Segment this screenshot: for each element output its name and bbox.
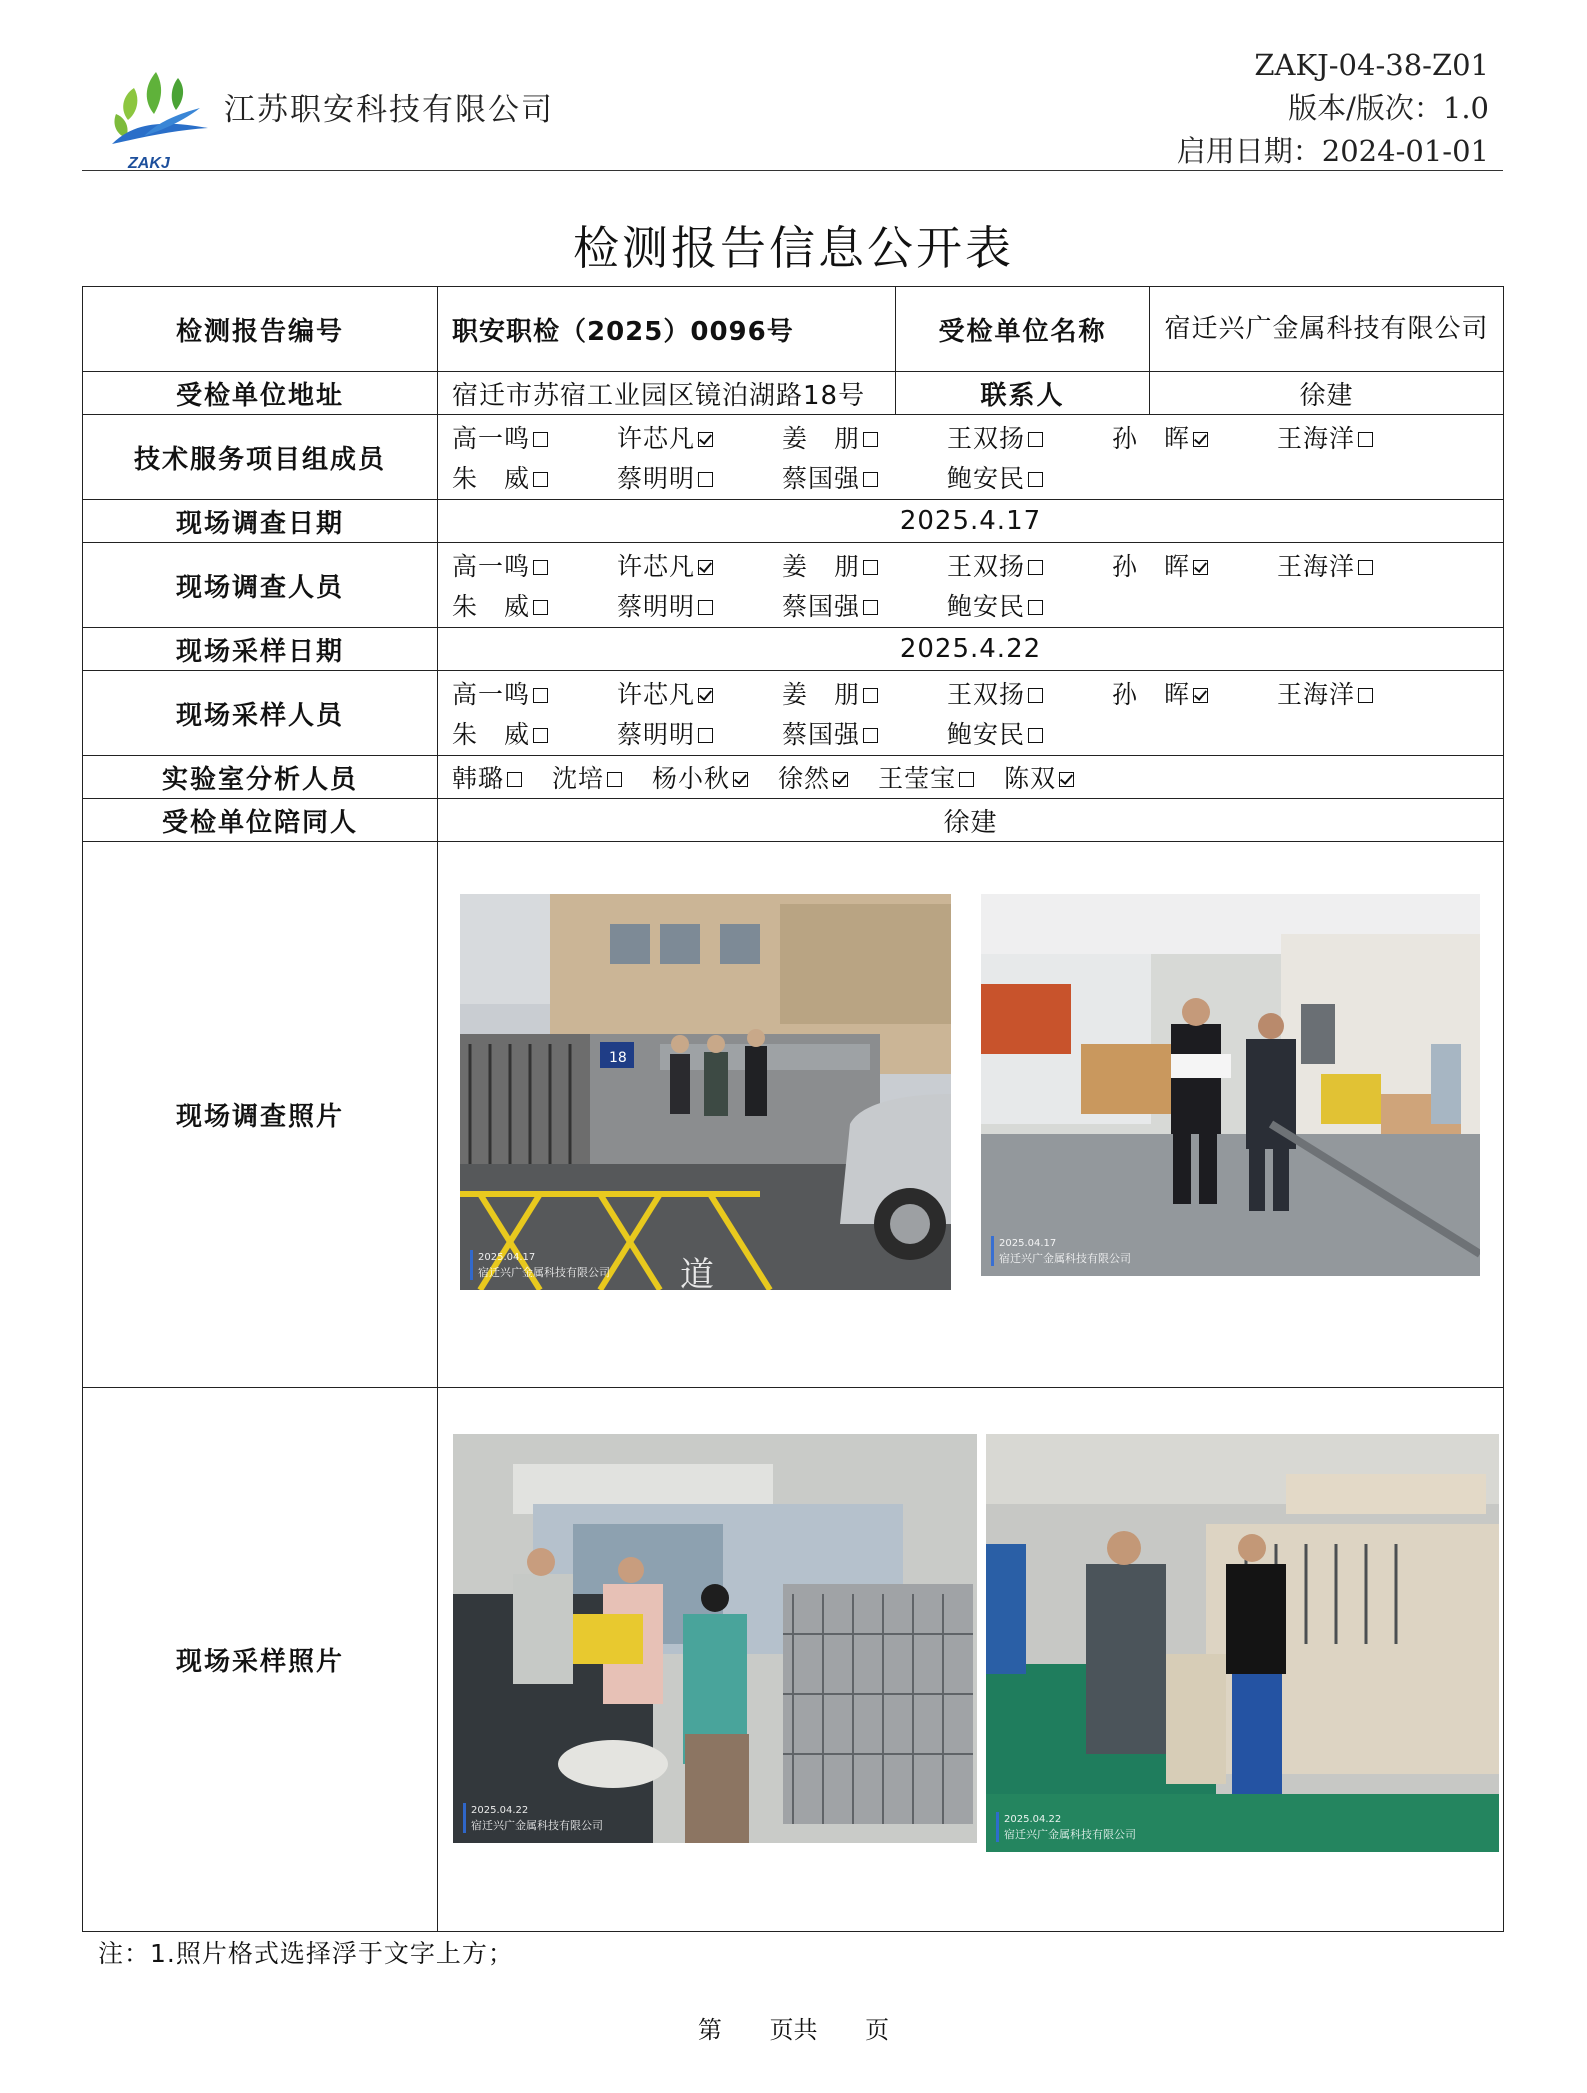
member-5 [1277, 547, 1442, 583]
unchecked-box-icon [698, 600, 713, 615]
member-name: 王双扬 [947, 552, 1026, 581]
member-4 [1112, 547, 1277, 583]
info-table [82, 286, 1504, 1932]
company-name: 江苏职安科技有限公司 [224, 92, 554, 128]
member-name: 朱 威 [452, 464, 531, 493]
member-name: 姜 朋 [782, 552, 861, 581]
unchecked-box-icon [863, 728, 878, 743]
company-logo [104, 64, 214, 172]
unchecked-box-icon [1358, 432, 1373, 447]
report-no-label: 检测报告编号 [83, 287, 438, 372]
sampling-photos-cell [438, 1388, 1504, 1932]
unchecked-box-icon [533, 728, 548, 743]
member-7 [617, 459, 782, 495]
unchecked-box-icon [1028, 560, 1043, 575]
escort: 徐建 [438, 799, 1504, 842]
member-3 [947, 675, 1112, 711]
member-name: 王双扬 [947, 680, 1026, 709]
unchecked-box-icon [1028, 472, 1043, 487]
member-0 [452, 547, 617, 583]
escort-label: 受检单位陪同人 [83, 799, 438, 842]
photo-date: 2025.04.17 [478, 1252, 536, 1263]
checked-box-icon [1193, 688, 1208, 703]
photo-caption: 宿迁兴广金属科技有限公司 [1004, 1828, 1136, 1841]
sampling-staff-label: 现场采样人员 [83, 671, 438, 756]
member-name: 蔡明明 [617, 464, 696, 493]
member-name: 王莹宝 [878, 764, 957, 793]
sampling-photos-label: 现场采样照片 [83, 1388, 438, 1932]
member-6 [452, 459, 617, 495]
unchecked-box-icon [1028, 600, 1043, 615]
page-title: 检测报告信息公开表 [573, 221, 1014, 275]
survey-photos-cell [438, 842, 1504, 1388]
member-name: 蔡国强 [782, 720, 861, 749]
member-0 [452, 759, 522, 795]
member-0 [452, 675, 617, 711]
survey-staff [438, 543, 1504, 628]
member-name: 杨小秋 [652, 764, 731, 793]
member-name: 王海洋 [1277, 424, 1356, 453]
unchecked-box-icon [1358, 560, 1373, 575]
photo-date: 2025.04.22 [471, 1805, 529, 1816]
member-name: 蔡明明 [617, 720, 696, 749]
photo-stamp [991, 1236, 1131, 1266]
member-7 [617, 587, 782, 623]
photo-date: 2025.04.22 [1004, 1814, 1062, 1825]
footnote: 注：1.照片格式选择浮于文字上方； [98, 1939, 514, 1968]
member-name: 徐然 [778, 764, 831, 793]
unchecked-box-icon [533, 688, 548, 703]
member-name: 陈双 [1004, 764, 1057, 793]
photo-caption: 宿迁兴广金属科技有限公司 [471, 1819, 603, 1832]
member-name: 许芯凡 [617, 680, 696, 709]
member-5 [1277, 675, 1442, 711]
unchecked-box-icon [533, 600, 548, 615]
page-footer [0, 2010, 1587, 2045]
checked-box-icon [1059, 772, 1074, 787]
member-name: 孙 晖 [1112, 680, 1191, 709]
member-name: 孙 晖 [1112, 424, 1191, 453]
member-name: 沈培 [552, 764, 605, 793]
unchecked-box-icon [607, 772, 622, 787]
member-1 [617, 419, 782, 455]
unchecked-box-icon [533, 432, 548, 447]
unchecked-box-icon [1028, 432, 1043, 447]
member-4 [1112, 675, 1277, 711]
sampling-photo-2 [986, 1434, 1499, 1852]
member-name: 高一鸣 [452, 680, 531, 709]
lab-members [438, 756, 1504, 799]
sampling-staff [438, 671, 1504, 756]
member-1 [552, 759, 622, 795]
survey-photos-label: 现场调查照片 [83, 842, 438, 1388]
address-label: 受检单位地址 [83, 372, 438, 415]
unchecked-box-icon [863, 432, 878, 447]
member-6 [452, 587, 617, 623]
contact-label: 联系人 [896, 372, 1150, 415]
footer-end: 页 [865, 2016, 890, 2044]
unit-name-label: 受检单位名称 [896, 287, 1150, 372]
survey-date-label: 现场调查日期 [83, 500, 438, 543]
member-name: 许芯凡 [617, 424, 696, 453]
unchecked-box-icon [1028, 688, 1043, 703]
photo-stamp [996, 1812, 1136, 1842]
member-9 [947, 459, 1112, 495]
footer-page: 第 [697, 2016, 722, 2044]
member-name: 鲍安民 [947, 720, 1026, 749]
photo-caption: 宿迁兴广金属科技有限公司 [478, 1266, 610, 1279]
gate-sign-number: 18 [609, 1050, 627, 1066]
member-5 [1004, 759, 1074, 795]
checked-box-icon [698, 688, 713, 703]
member-2 [782, 547, 947, 583]
member-name: 蔡国强 [782, 464, 861, 493]
member-0 [452, 419, 617, 455]
checked-box-icon [698, 432, 713, 447]
member-name: 姜 朋 [782, 424, 861, 453]
lab-label: 实验室分析人员 [83, 756, 438, 799]
member-9 [947, 715, 1112, 751]
member-6 [452, 715, 617, 751]
member-5 [1277, 419, 1442, 455]
member-name: 朱 威 [452, 720, 531, 749]
member-7 [617, 715, 782, 751]
footer-middle: 页共 [769, 2016, 818, 2044]
photo-stamp [463, 1803, 603, 1833]
contact: 徐建 [1150, 372, 1504, 415]
unchecked-box-icon [533, 560, 548, 575]
member-2 [782, 675, 947, 711]
photo-caption: 宿迁兴广金属科技有限公司 [999, 1252, 1131, 1265]
member-8 [782, 587, 947, 623]
unit-name: 宿迁兴广金属科技有限公司 [1150, 287, 1504, 372]
member-name: 韩璐 [452, 764, 505, 793]
team-members [438, 415, 1504, 500]
member-name: 朱 威 [452, 592, 531, 621]
checked-box-icon [733, 772, 748, 787]
member-name: 鲍安民 [947, 464, 1026, 493]
logo-text: ZAKJ [128, 155, 170, 172]
unchecked-box-icon [533, 472, 548, 487]
address: 宿迁市苏宿工业园区镜泊湖路18号 [438, 372, 896, 415]
unchecked-box-icon [507, 772, 522, 787]
checked-box-icon [1193, 560, 1208, 575]
doc-code: ZAKJ-04-38-Z01 [1254, 48, 1489, 82]
unchecked-box-icon [863, 472, 878, 487]
survey-photo-workshop [981, 894, 1480, 1276]
member-8 [782, 715, 947, 751]
member-name: 姜 朋 [782, 680, 861, 709]
member-3 [947, 547, 1112, 583]
member-2 [782, 419, 947, 455]
doc-version: 版本/版次：1.0 [1288, 91, 1489, 125]
member-name: 许芯凡 [617, 552, 696, 581]
member-name: 高一鸣 [452, 424, 531, 453]
member-9 [947, 587, 1112, 623]
survey-staff-label: 现场调查人员 [83, 543, 438, 628]
member-name: 鲍安民 [947, 592, 1026, 621]
member-name: 孙 晖 [1112, 552, 1191, 581]
unchecked-box-icon [698, 472, 713, 487]
member-name: 蔡国强 [782, 592, 861, 621]
survey-photo-gate [460, 894, 951, 1290]
header-divider [82, 170, 1503, 171]
unchecked-box-icon [1028, 728, 1043, 743]
member-1 [617, 675, 782, 711]
member-name: 王双扬 [947, 424, 1026, 453]
member-4 [1112, 419, 1277, 455]
member-8 [782, 459, 947, 495]
photo-stamp [470, 1250, 610, 1280]
member-name: 高一鸣 [452, 552, 531, 581]
survey-date: 2025.4.17 [438, 500, 1504, 543]
member-2 [652, 759, 748, 795]
road-marking: 道 [680, 1255, 714, 1290]
doc-meta [1177, 44, 1489, 173]
unchecked-box-icon [863, 688, 878, 703]
checked-box-icon [698, 560, 713, 575]
team-label: 技术服务项目组成员 [83, 415, 438, 500]
sampling-photo-1 [453, 1434, 977, 1843]
checked-box-icon [1193, 432, 1208, 447]
unchecked-box-icon [959, 772, 974, 787]
checked-box-icon [833, 772, 848, 787]
unchecked-box-icon [698, 728, 713, 743]
sampling-date: 2025.4.22 [438, 628, 1504, 671]
member-1 [617, 547, 782, 583]
member-3 [778, 759, 848, 795]
member-name: 王海洋 [1277, 552, 1356, 581]
member-4 [878, 759, 974, 795]
sampling-date-label: 现场采样日期 [83, 628, 438, 671]
member-name: 蔡明明 [617, 592, 696, 621]
unchecked-box-icon [863, 560, 878, 575]
report-no: 职安职检（2025）0096号 [438, 287, 896, 372]
doc-effective-date: 启用日期：2024-01-01 [1176, 134, 1489, 168]
member-name: 王海洋 [1277, 680, 1356, 709]
unchecked-box-icon [863, 600, 878, 615]
member-3 [947, 419, 1112, 455]
unchecked-box-icon [1358, 688, 1373, 703]
photo-date: 2025.04.17 [999, 1238, 1057, 1249]
